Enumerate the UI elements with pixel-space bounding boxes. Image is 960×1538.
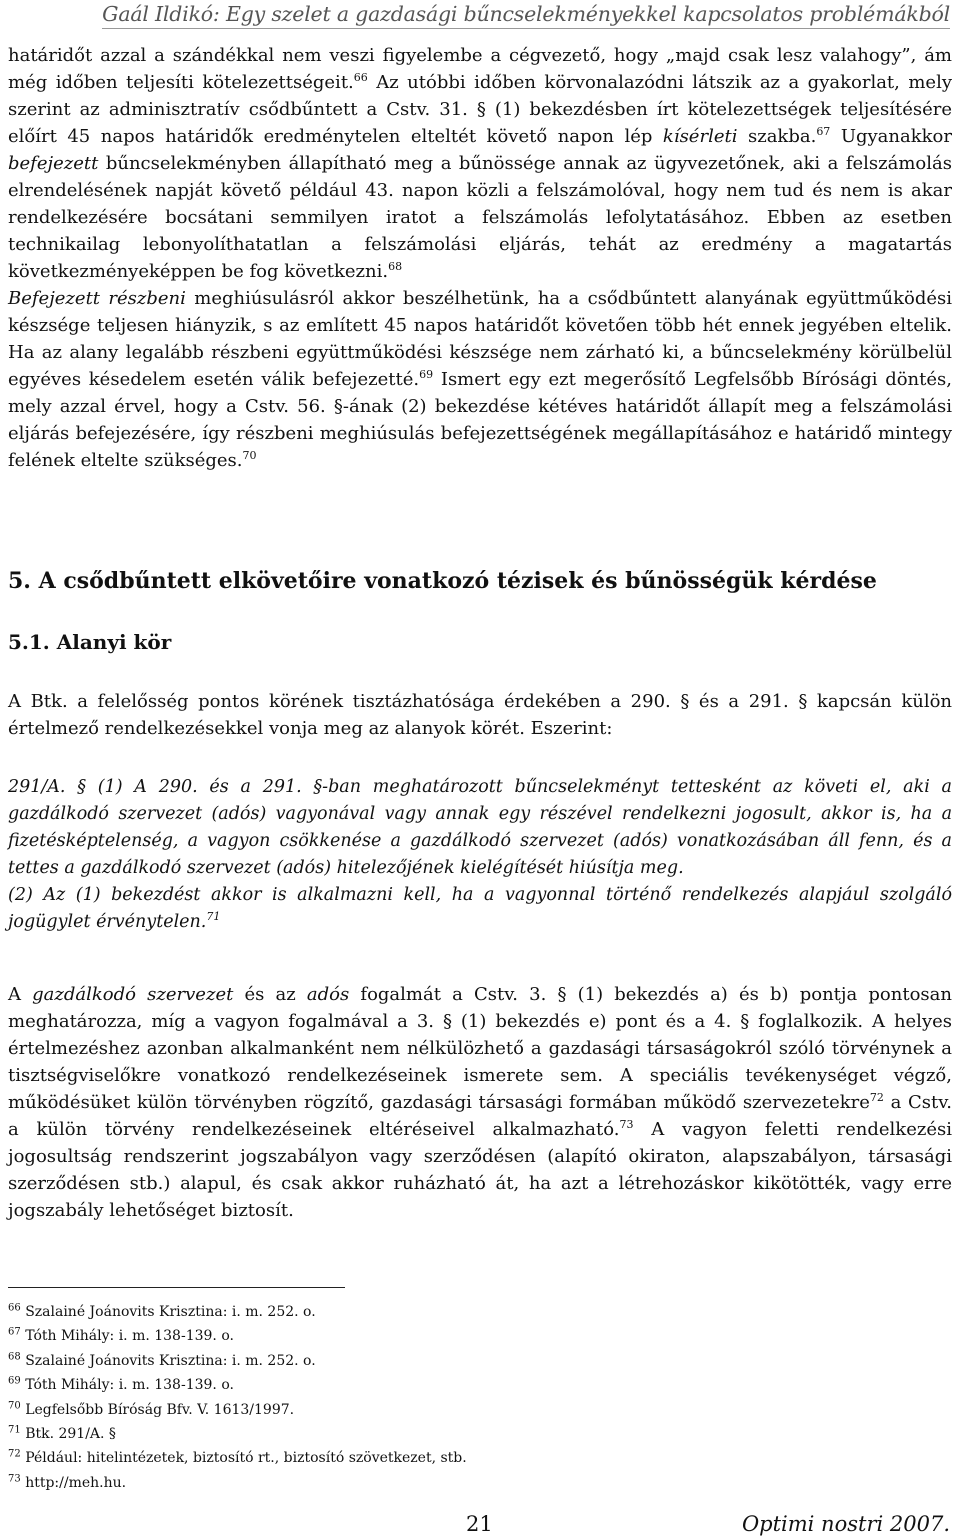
footnote-ref-71[interactable]: 71: [206, 910, 221, 924]
footnote-ref-67[interactable]: 67: [816, 125, 831, 138]
text-run: A vagyon feletti rendelkezési jogosultság rendszerint jogszabályon vagy szerződésen (alapító okiraton, alapszabályon, társasági szerződésen stb.) alapul, és csak akkor ruházható át, ha azt a létrehozáskor kikötötték, vagy erre jogszabály lehetőséget biztosít.: [8, 1119, 953, 1221]
emphasis-text: gazdálkodó szervezet: [32, 984, 234, 1005]
footnote-ref-68[interactable]: 68: [388, 260, 403, 273]
footnote-ref-73[interactable]: 73: [619, 1118, 634, 1131]
footnote-text: Tóth Mihály: i. m. 138-139. o.: [25, 1377, 234, 1394]
intro-text: A Btk. a felelősség pontos körének tisztázhatósága érdekében a 290. § és a 291. § kapcsán külön értelmező rendelkezésekkel vonja meg az alanyok körét. Eszerint:: [8, 691, 952, 739]
text-run: fogalmát a Cstv. 3. § (1) bekezdés a) és b) pontja pontosan meghatározza, míg a vagyon fogalmával a 3. § (1) bekezdés e) pont és a 4. § foglalkozik. A helyes értelmezéshez azonban alkalmanként nem nélkülözhető a gazdasági társaságokról szóló törvénynek a tisztségviselőkre vonatkozó rendelkezéseinek ismerete sem. A speciális tevékenységet végző, működésüket külön törvényben rögzítő, gazdasági társasági formában működő szervezetekre: [8, 984, 952, 1113]
text-run: bűncselekményben állapítható meg a bűnössége annak az ügyvezetőnek, aki a felszámolás elrendelésének napját követő például 43. napon közli a felszámolóval, hogy nem tud és nem is akar rendelkezésére bocsátani semmilyen iratot a felszámolás lefolytatásához. Ebben az esetben technikailag lebonyolíthatatlan a felszámolási eljárás, tehát az eredmény a magatartás következményeképpen be fog következni.: [8, 153, 952, 282]
text-run: Ismert egy ezt megerősítő Legfelsőbb Bírósági döntés, mely azzal érvel, hogy a Cstv. 56. §-ának (2) bekezdése kétéves határidőt állapít meg a felszámolási eljárás befejezésére, így részbeni meghiúsulás befejezettségének megállapításához e határidő mintegy felének eltelte szükséges.: [8, 369, 952, 471]
emphasis-text: befejezett: [8, 153, 99, 174]
footnote-number: 66: [8, 1302, 21, 1314]
emphasis-text: kísérleti: [662, 126, 738, 147]
footnotes: [8, 1300, 952, 1495]
closing-paragraph: [8, 981, 952, 1224]
closing-text: [8, 981, 952, 1224]
journal-title: Optimi nostri 2007.: [741, 1512, 950, 1536]
footnote-number: 73: [8, 1473, 21, 1485]
footnote-number: 71: [8, 1424, 21, 1436]
footnote-text: Például: hitelintézetek, biztosító rt., biztosító szövetkezet, stb.: [25, 1450, 467, 1467]
law-quote: [8, 774, 952, 936]
emphasis-text: Befejezett részbeni: [8, 288, 186, 309]
text-run: a Cstv. a külön törvény rendelkezéseinek eltéréseivel alkalmazható.: [8, 1092, 952, 1140]
text-run: Az utóbbi időben körvonalazódni látszik az a gyakorlat, mely szerint az adminisztratív csődbűntett a Cstv. 31. § (1) bekezdésben írt kötelezettségek teljesítésére előírt 45 napos határidők eredménytelen elteltét követő napon lép: [8, 72, 952, 147]
text-run: határidőt azzal a szándékkal nem veszi figyelembe a cégvezető, hogy „majd csak lesz valahogy”, ám még időben teljesíti kötelezettségeit.: [8, 45, 952, 93]
footnote-ref-70[interactable]: 70: [242, 449, 257, 462]
footnote-72: [8, 1446, 952, 1470]
footnote-text: Tóth Mihály: i. m. 138-139. o.: [25, 1328, 234, 1345]
footnote-number: 67: [8, 1326, 21, 1338]
subsection-heading: 5.1. Alanyi kör: [8, 630, 172, 654]
footnote-link[interactable]: http://meh.hu.: [25, 1474, 127, 1491]
text-run: és az: [233, 984, 307, 1005]
body-text: [8, 42, 952, 474]
law-paragraph-2: [8, 882, 952, 936]
footnote-number: 72: [8, 1448, 21, 1460]
footnote-number: 68: [8, 1351, 21, 1363]
text-run: meghiúsulásról akkor beszélhetünk, ha a csődbűntett alanyának együttműködési készsége teljesen hiányzik, s az említett 45 napos határidőt követően több hét ennek jegyében eltelik. Ha az alany legalább részbeni együttműködési készsége nem zárható ki, a bűncselekmény körülbelül egyéves késedelem esetén válik befejezetté.: [8, 288, 952, 390]
paragraph-2: [8, 285, 952, 474]
footnote-73: [8, 1471, 952, 1495]
footnote-71: [8, 1422, 952, 1446]
footnote-66: [8, 1300, 952, 1324]
footnote-text: Btk. 291/A. §: [25, 1426, 116, 1443]
footnote-ref-66[interactable]: 66: [353, 71, 368, 84]
footnote-67: [8, 1324, 952, 1348]
text-run: A: [8, 984, 33, 1005]
emphasis-text: adós: [306, 984, 350, 1005]
footnote-text: Legfelsőbb Bíróság Bfv. V. 1613/1997.: [25, 1401, 295, 1418]
footnote-text: Szalainé Joánovits Krisztina: i. m. 252. o.: [25, 1304, 316, 1320]
law-paragraph-1: 291/A. § (1) A 290. és a 291. §-ban meghatározott bűncselekményt tettesként az követi el, aki a gazdálkodó szervezet (adós) vagyonával vagy annak egy részével rendelkezni jogosult, akkor is, ha a fizetésképtelenség, a vagyon csökkenése a gazdálkodó szervezet (adós) vonatkozásában áll fenn, és a tettes a gazdálkodó szervezet (adós) hitelezőjének kielégítését hiúsítja meg.: [8, 777, 952, 878]
page-number: 21: [466, 1512, 493, 1536]
footnote-ref-69[interactable]: 69: [419, 368, 434, 381]
footnote-70: [8, 1398, 952, 1422]
footnote-text: Szalainé Joánovits Krisztina: i. m. 252. o.: [25, 1352, 316, 1369]
intro-paragraph: [8, 688, 952, 742]
running-header: Gaál Ildikó: Egy szelet a gazdasági bűncselekményekkel kapcsolatos problémákból: [102, 2, 950, 29]
text-run: szakba.: [737, 126, 817, 147]
text-run: Ugyanakkor: [830, 126, 952, 147]
footnote-ref-72[interactable]: 72: [869, 1091, 884, 1104]
footnote-69: [8, 1373, 952, 1397]
footnote-separator: [8, 1287, 345, 1288]
footnote-68: [8, 1349, 952, 1373]
text-run: (2) Az (1) bekezdést akkor is alkalmazni kell, ha a vagyonnal történő rendelkezés alapjául szolgáló jogügylet érvénytelen.: [8, 885, 952, 932]
paragraph-1: [8, 42, 952, 285]
footnote-number: 69: [8, 1375, 21, 1387]
footnote-number: 70: [8, 1399, 21, 1411]
section-heading: 5. A csődbűntett elkövetőire vonatkozó tézisek és bűnösségük kérdése: [8, 568, 877, 594]
